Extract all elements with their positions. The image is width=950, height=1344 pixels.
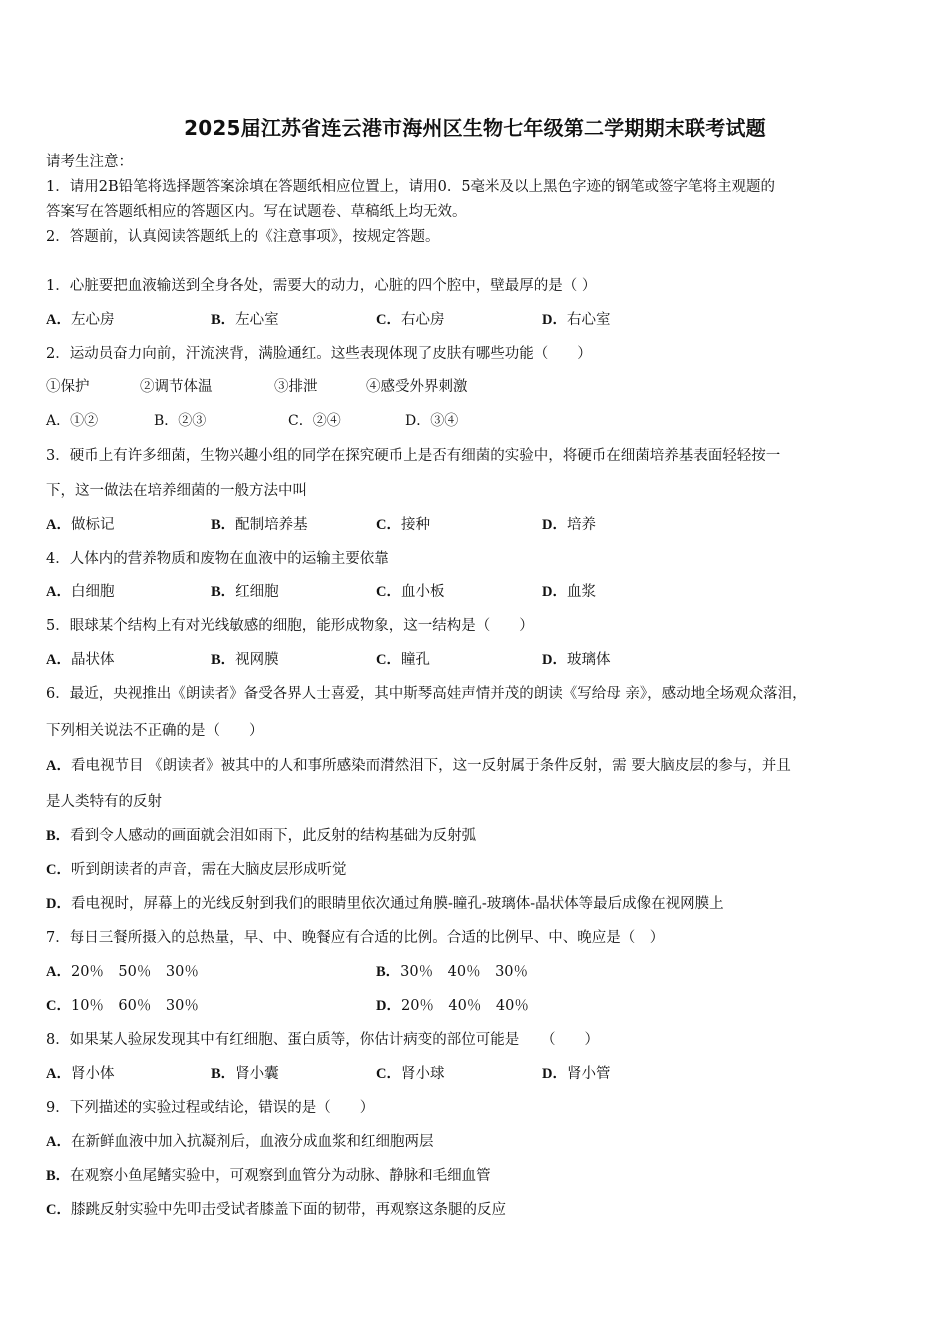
option-b[interactable]: B．②③ [154,413,207,429]
option-c[interactable]: C．②④ [288,413,341,429]
option-d[interactable]: D．肾小管 [542,1066,611,1082]
notice-line-1b: 答案写在答题纸相应的答题区内。写在试题卷、草稿纸上均无效。 [46,204,467,220]
option-a[interactable]: A．①② [46,413,99,429]
notice-line-2: 2．答题前，认真阅读答题纸上的《注意事项》，按规定答题。 [46,229,440,245]
question-7-options-row-2 [46,996,926,1016]
option-c[interactable]: C．瞳孔 [376,652,430,668]
question-5-stem: 5．眼球某个结构上有对光线敏感的细胞，能形成物象，这一结构是（ ） [46,618,534,634]
question-2-options [46,411,926,431]
option-d[interactable]: D．20％ 40％ 40％ [376,998,529,1014]
option-b[interactable]: B．肾小囊 [211,1066,279,1082]
option-c[interactable]: C．10％ 60％ 30％ [46,998,199,1014]
question-9-stem: 9．下列描述的实验过程或结论，错误的是（ ） [46,1100,375,1116]
option-b[interactable]: B．左心室 [211,312,279,328]
option-d[interactable]: D．③④ [405,413,459,429]
option-d[interactable]: D．右心室 [542,312,611,328]
option-c[interactable]: C．肾小球 [376,1066,445,1082]
item-3: ③排泄 [274,379,318,395]
option-d[interactable]: D．血浆 [542,584,596,600]
option-b[interactable]: B．在观察小鱼尾鳍实验中，可观察到血管分为动脉、静脉和毛细血管 [46,1168,491,1184]
question-7-options-row-1 [46,962,926,982]
question-2-items [46,377,926,397]
option-a[interactable]: A．晶状体 [46,652,115,668]
question-5-options [46,650,926,670]
item-4: ④感受外界刺激 [366,379,468,395]
item-2: ②调节体温 [140,379,213,395]
option-b[interactable]: B．红细胞 [211,584,279,600]
item-1: ①保护 [46,379,90,395]
option-a[interactable]: A．在新鲜血液中加入抗凝剂后，血液分成血浆和红细胞两层 [46,1134,434,1150]
option-a[interactable]: A．做标记 [46,517,115,533]
question-6-stem-line-1: 6．最近，央视推出《朗读者》备受各界人士喜爱，其中斯琴高娃声情并茂的朗读《写给母 亲》，感动地全场观众落泪， [46,686,807,702]
option-b[interactable]: B．看到令人感动的画面就会泪如雨下，此反射的结构基础为反射弧 [46,828,477,844]
option-b[interactable]: B．配制培养基 [211,517,308,533]
option-a[interactable]: A．看电视节目 《朗读者》被其中的人和事所感染而潸然泪下，这一反射属于条件反射，需 要大脑皮层的参与，并且 [46,758,791,774]
option-a-continued: 是人类特有的反射 [46,794,162,810]
question-8-options [46,1064,926,1084]
page-title: 2025届江苏省连云港市海州区生物七年级第二学期期末联考试题 [184,116,766,140]
question-6-stem-line-2: 下列相关说法不正确的是（ ） [46,723,264,739]
question-8-stem: 8．如果某人验尿发现其中有红细胞、蛋白质等，你估计病变的部位可能是 （ ） [46,1032,599,1048]
option-c[interactable]: C．膝跳反射实验中先叩击受试者膝盖下面的韧带，再观察这条腿的反应 [46,1202,506,1218]
option-d[interactable]: D．培养 [542,517,596,533]
notice-heading: 请考生注意： [46,154,133,170]
question-2-stem: 2．运动员奋力向前，汗流浃背，满脸通红。这些表现体现了皮肤有哪些功能（ ） [46,346,592,362]
option-a[interactable]: A．20％ 50％ 30％ [46,964,199,980]
option-a[interactable]: A．左心房 [46,312,115,328]
question-1-stem: 1．心脏要把血液输送到全身各处，需要大的动力，心脏的四个腔中，壁最厚的是（ ） [46,278,597,294]
option-d[interactable]: D．看电视时，屏幕上的光线反射到我们的眼睛里依次通过角膜-瞳孔-玻璃体-晶状体等最后成像在视网膜上 [46,896,724,912]
option-c[interactable]: C．听到朗读者的声音，需在大脑皮层形成听觉 [46,862,347,878]
option-c[interactable]: C．接种 [376,517,430,533]
option-c[interactable]: C．血小板 [376,584,445,600]
option-a[interactable]: A．白细胞 [46,584,115,600]
question-3-stem-line-2: 下，这一做法在培养细菌的一般方法中叫 [46,483,307,499]
option-b[interactable]: B．30％ 40％ 30％ [376,964,529,980]
question-7-stem: 7．每日三餐所摄入的总热量，早、中、晚餐应有合适的比例。合适的比例早、中、晚应是（ ） [46,930,665,946]
question-1-options [46,310,926,330]
option-c[interactable]: C．右心房 [376,312,445,328]
question-4-options [46,582,926,602]
option-b[interactable]: B．视网膜 [211,652,279,668]
notice-line-1a: 1．请用2B铅笔将选择题答案涂填在答题纸相应位置上，请用0．5毫米及以上黑色字迹的钢笔或签字笔将主观题的 [46,179,776,195]
option-d[interactable]: D．玻璃体 [542,652,611,668]
question-3-options [46,515,926,535]
option-a[interactable]: A．肾小体 [46,1066,115,1082]
question-4-stem: 4．人体内的营养物质和废物在血液中的运输主要依靠 [46,551,389,567]
question-3-stem-line-1: 3．硬币上有许多细菌，生物兴趣小组的同学在探究硬币上是否有细菌的实验中，将硬币在细菌培养基表面轻轻按一 [46,448,781,464]
